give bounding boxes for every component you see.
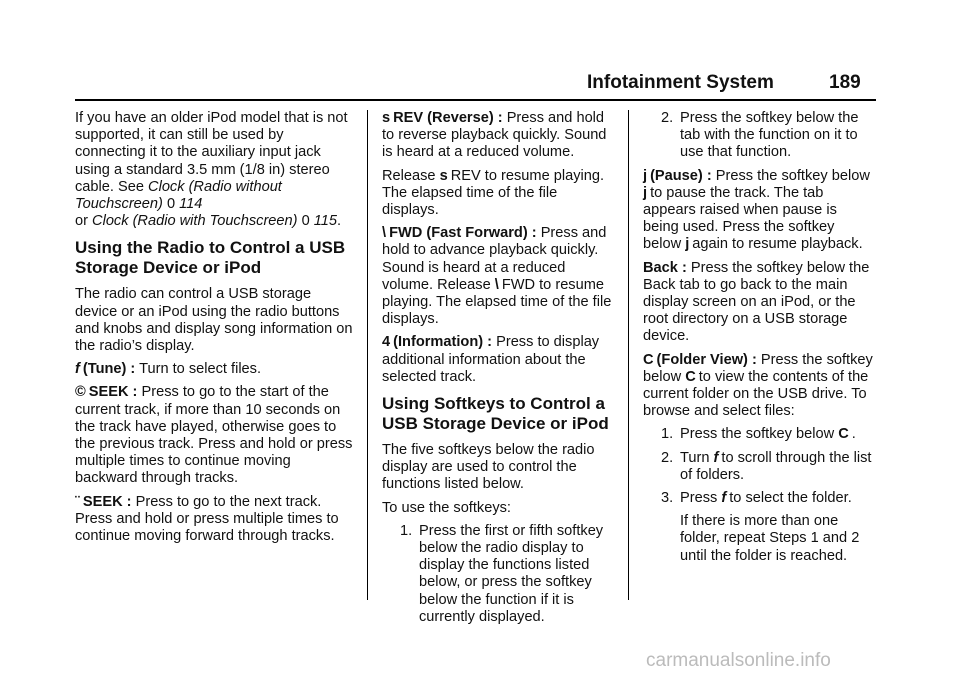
paragraph: The radio can control a USB storage device or an iPod using the radio buttons and knobs and display song information on the radio’s display. — [75, 286, 353, 355]
list-item: 1. Press the first or fifth softkey below the radio display to display the functions listed below, or press the softkey below the function if it is currently displayed. — [400, 522, 604, 625]
watermark: carmanualsonline.info — [646, 650, 831, 671]
pause-icon: j — [685, 236, 690, 253]
tune-icon: f — [75, 361, 80, 378]
page-number: 189 — [829, 72, 861, 93]
seek-forward-icon: ¨ — [75, 493, 80, 510]
xref-link[interactable]: Clock (Radio with Touchscreen) — [92, 213, 298, 230]
page-header — [0, 0, 960, 108]
seek-back-icon: © — [75, 384, 86, 401]
paragraph: The five softkeys below the radio display are used to control the functions listed below. — [382, 442, 595, 493]
column-divider — [367, 110, 368, 600]
column-3 — [643, 110, 875, 571]
ref-arrow-icon: 0 — [166, 196, 176, 213]
folder-icon: C — [685, 368, 696, 385]
header-rule — [75, 99, 876, 101]
column-divider — [628, 110, 629, 600]
item-info: 4 (Information) : Press to display additional information about the selected track. — [382, 334, 600, 385]
column-1 — [75, 110, 357, 551]
list-item: 2. Turn f to scroll through the list of folders. — [661, 449, 872, 483]
item-fwd: \ FWD (Fast Forward) : Press and hold to advance playback quickly. Sound is heard at a reduced volume. Release \ FWD to resume playing. The elapsed time of the file displays. — [382, 225, 612, 328]
reverse-icon: s — [439, 167, 448, 184]
fast-forward-icon: \ — [494, 276, 499, 293]
item-rev: s REV (Reverse) : Press and hold to reverse playback quickly. Sound is heard at a reduced volume. — [382, 110, 607, 161]
pause-icon: j — [643, 167, 648, 184]
pause-icon: j — [643, 184, 648, 201]
fast-forward-icon: \ — [382, 225, 387, 242]
item-seek-back: © SEEK : Press to go to the start of the current track, if more than 10 seconds on the track have played, otherwise goes to the previous track. Press and hold or press multiple times to continue moving backward through tracks. — [75, 384, 353, 487]
folder-icon: C — [643, 351, 654, 368]
list-item: 2. Press the softkey below the tab with the function on it to use that function. — [661, 110, 859, 161]
reverse-icon: s — [382, 110, 391, 126]
item-folder: C (Folder View) : Press the softkey below C to view the contents of the current folder on the USB drive. To browse and select files: — [643, 351, 873, 420]
paragraph: If there is more than one folder, repeat Steps 1 and 2 until the folder is reached. — [680, 513, 860, 564]
heading: Using the Radio to Control a USB Storage Device or iPod — [75, 238, 346, 278]
item-seek-forward: ¨ SEEK : Press to go to the next track. Press and hold or press multiple times to continue moving forward through tracks. — [75, 493, 339, 545]
item-back: Back : Press the softkey below the Back tab to go back to the main display screen on an iPod, or the root directory on a USB storage device. — [643, 259, 870, 345]
list-item: 3. Press f to select the folder. — [661, 490, 852, 507]
tune-icon: f — [721, 490, 727, 507]
column-2 — [382, 110, 614, 632]
paragraph: To use the softkeys: — [382, 499, 511, 516]
info-icon: 4 — [382, 334, 391, 351]
paragraph: If you have an older iPod model that is not supported, it can still be used by connecting it to the auxiliary input jack using a standard 3.5 mm (1/8 in) stereo cable. See Clock (Radio without Touchscreen) 0 114 or Clock (Radio with Touchscreen) 0 115. — [75, 110, 348, 230]
ref-arrow-icon: 0 — [301, 213, 310, 230]
item-pause: j (Pause) : Press the softkey below j to pause the track. The tab appears raised when pause is being used. Press the softkey below j again to resume playback. — [643, 167, 870, 253]
xref-link[interactable]: Clock (Radio without Touchscreen) — [75, 178, 282, 213]
item-tune: f (Tune) : Turn to select files. — [75, 361, 262, 378]
section-title: Infotainment System — [587, 72, 774, 93]
tune-icon: f — [713, 449, 719, 466]
heading: Using Softkeys to Control a USB Storage Device or iPod — [382, 394, 609, 434]
list-item: 1. Press the softkey below C . — [661, 426, 856, 443]
folder-icon: C — [838, 426, 849, 443]
paragraph: Release s REV to resume playing. The elapsed time of the file displays. — [382, 167, 605, 219]
